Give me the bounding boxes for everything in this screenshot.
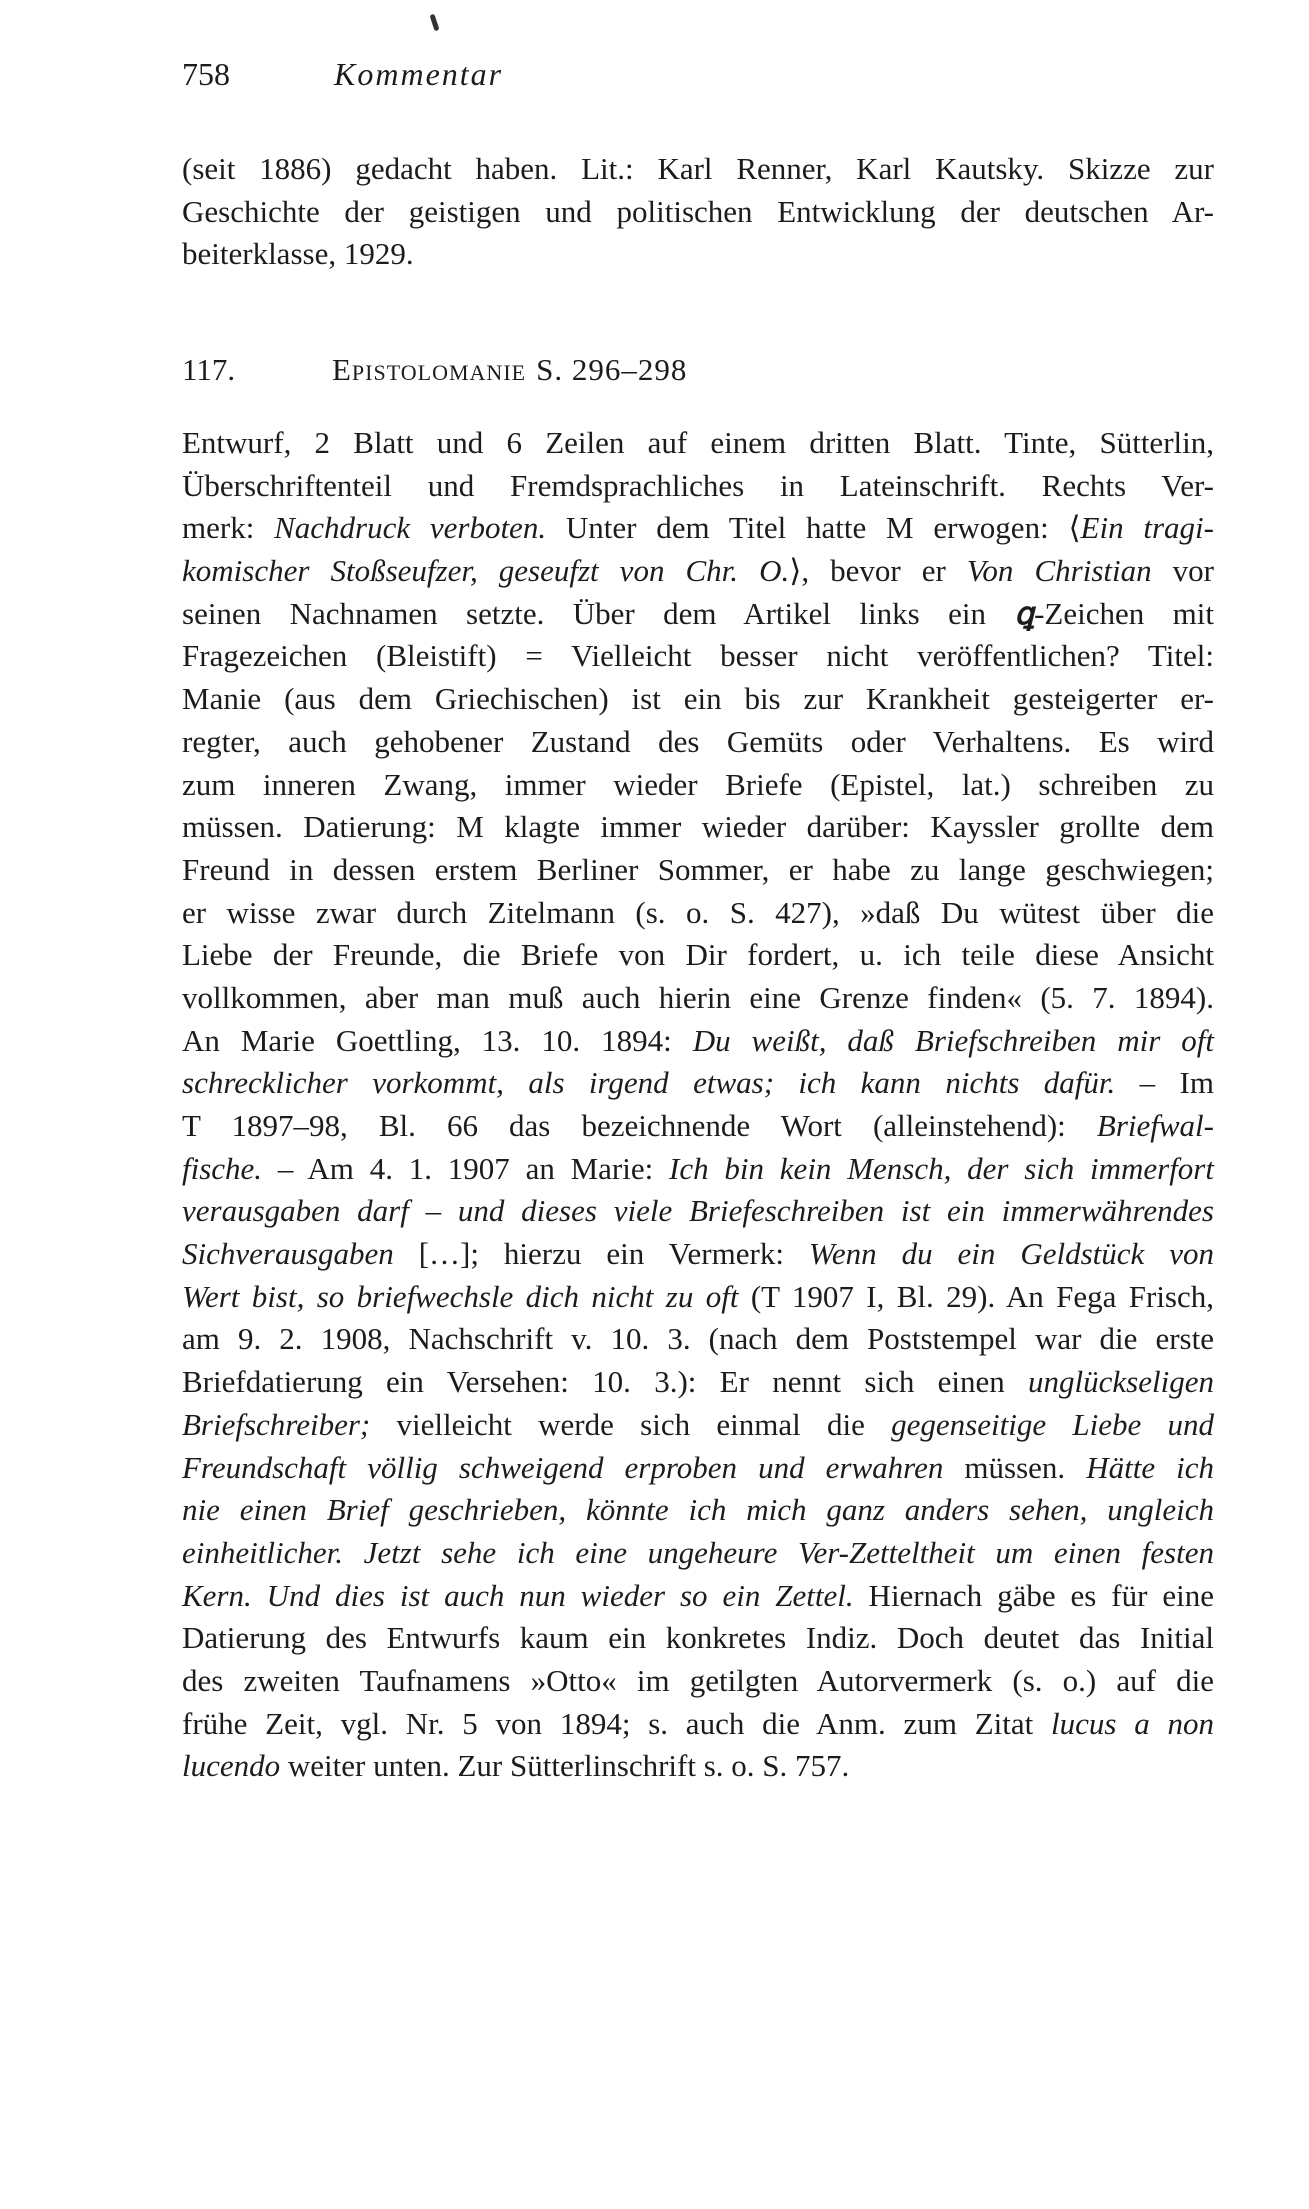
entry-title: Epistolomanie [332,352,527,387]
text-run: regter, auch gehobener Zustand des Gemüts oder Verhaltens. Es wird [182,723,1214,759]
italic-text: verausgaben darf – und dieses viele Briefeschreiben ist ein immerwährendes [182,1193,1214,1229]
text-run: er wisse zwar durch Zitelmann (s. o. S. 427), »daß Du wütest über die [182,894,1214,930]
text-line [182,148,1214,191]
italic-text: lucus a non [1051,1705,1214,1741]
italic-text: einheitlicher. Jetzt sehe ich eine ungeheure Ver-Zetteltheit um einen festen [182,1534,1214,1570]
italic-text: Ich bin kein Mensch, der sich immerfort [669,1150,1214,1186]
text-run: müssen. [943,1449,1087,1485]
text-line [182,1020,1214,1063]
text-run: Briefdatierung ein Versehen: 10. 3.): Er nennt sich einen [182,1364,1029,1400]
text-run: Liebe der Freunde, die Briefe von Dir fordert, u. ich teile diese Ansicht [182,937,1214,973]
text-line [182,465,1214,508]
text-line [182,593,1214,636]
italic-text: Freundschaft völlig schweigend erproben und erwahren [182,1449,944,1485]
text-line [182,678,1214,721]
text-line [182,233,1214,276]
text-line [182,422,1214,465]
text-run: Fragezeichen (Bleistift) = Vielleicht besser nicht veröffentlichen? Titel: [182,638,1214,674]
italic-text: Nachdruck verboten. [274,510,547,546]
italic-text: unglückseligen [1028,1364,1214,1400]
text-line [182,1276,1214,1319]
text-run: Datierung des Entwurfs kaum ein konkretes Indiz. Doch deutet das Initial [182,1620,1214,1656]
italic-text: Ein tragi- [1080,510,1214,546]
text-line [182,1361,1214,1404]
italic-text: Wert bist, so briefwechsle dich nicht zu oft [182,1278,739,1314]
italic-text: Von Christian [966,553,1152,589]
entry-pages: S. 296–298 [536,352,688,387]
text-line [182,1703,1214,1746]
italic-text: lucendo [182,1748,281,1784]
text-line [182,635,1214,678]
text-line [182,1532,1214,1575]
text-line [182,1447,1214,1490]
italic-text: Kern. Und dies ist auch nun wieder so ein Zettel. [182,1577,854,1613]
text-line [182,764,1214,807]
continuation-paragraph [182,148,1214,276]
italic-text: nie einen Brief geschrieben, könnte ich mich ganz anders sehen, ungleich [182,1492,1214,1528]
text-line [182,849,1214,892]
text-run: Hiernach gäbe es für eine [853,1577,1214,1613]
text-line [182,1190,1214,1233]
page-number: 758 [182,56,230,92]
text-run: des zweiten Taufnamens »Otto« im getilgten Autorvermerk (s. o.) auf die [182,1662,1214,1698]
text-run: – Am 4. 1. 1907 an Marie: [262,1150,670,1186]
text-run: […]; hierzu ein Vermerk: [393,1236,809,1272]
text-run: seinen Nachnamen setzte. Über dem Artikel links ein [182,595,1015,631]
italic-text: Wenn du ein Geldstück von [808,1236,1214,1272]
text-line [182,977,1214,1020]
text-line [182,934,1214,977]
text-run: merk: [182,510,275,546]
text-run: Unter dem Titel hatte M erwogen: ⟨ [546,510,1081,546]
text-run: – Im [1115,1065,1214,1101]
text-run: T 1897–98, Bl. 66 das bezeichnende Wort (alleinstehend): [182,1108,1097,1143]
text-run: Manie (aus dem Griechischen) ist ein bis zur Krankheit gesteigerter er- [182,681,1214,717]
text-line [182,1617,1214,1660]
text-run: Entwurf, 2 Blatt und 6 Zeilen auf einem dritten Blatt. Tinte, Sütterlin, [182,425,1214,460]
text-line [182,1745,1214,1788]
text-run: weiter unten. Zur Sütterlinschrift s. o. S. 757. [280,1748,850,1784]
text-line [182,1062,1214,1105]
running-title: Kommentar [334,56,504,92]
text-line [182,892,1214,935]
text-run: Geschichte der geistigen und politischen Entwicklung der deutschen Ar- [182,193,1214,229]
text-run: vor [1151,553,1214,589]
text-run: am 9. 2. 1908, Nachschrift v. 10. 3. (nach dem Poststempel war die erste [182,1321,1214,1357]
entry-number: 117. [182,352,236,387]
text-line [182,1318,1214,1361]
text-run: An Marie Goettling, 13. 10. 1894: [182,1022,693,1058]
italic-text: fische. [182,1150,263,1186]
entry-commentary [182,422,1214,1788]
text-line [182,1575,1214,1618]
text-line [182,1404,1214,1447]
text-run: beiterklasse, 1929. [182,236,414,272]
text-run: Überschriftenteil und Fremdsprachliches in Lateinschrift. Rechts Ver- [182,467,1214,503]
text-line [182,1660,1214,1703]
text-line [182,1148,1214,1191]
entry-title-wrap [332,352,687,388]
italic-text: Briefwal- [1096,1108,1214,1143]
text-line [182,721,1214,764]
italic-text: Du weißt, daß Briefschreiben mir oft [692,1022,1214,1058]
text-line [182,1233,1214,1276]
text-run: müssen. Datierung: M klagte immer wieder darüber: Kayssler grollte dem [182,809,1214,845]
text-line [182,507,1214,550]
italic-text: schrecklicher vorkommt, als irgend etwas; ich kann nichts dafür. [182,1065,1116,1101]
text-line [182,550,1214,593]
text-run: ⟩, bevor er [789,553,967,589]
text-run: zum inneren Zwang, immer wieder Briefe (Epistel, lat.) schreiben zu [182,766,1214,802]
text-line [182,191,1214,234]
italic-text: gegenseitige Liebe und [891,1406,1214,1442]
text-line [182,1105,1214,1148]
text-run: -Zeichen mit [1034,595,1214,631]
scan-mark [429,14,439,32]
text-line [182,806,1214,849]
text-run: Freund in dessen erstem Berliner Sommer, er habe zu lange geschwiegen; [182,851,1214,887]
italic-text: Briefschreiber; [182,1406,371,1442]
text-run: vielleicht werde sich einmal die [370,1406,892,1442]
text-run: frühe Zeit, vgl. Nr. 5 von 1894; s. auch die Anm. zum Zitat [182,1705,1052,1741]
text-line [182,1489,1214,1532]
italic-text: Sichverausgaben [182,1236,394,1272]
text-run: (seit 1886) gedacht haben. Lit.: Karl Renner, Karl Kautsky. Skizze zur [182,151,1214,186]
text-run: (T 1907 I, Bl. 29). An Fega Frisch, [738,1278,1214,1314]
italic-text: Hätte ich [1086,1449,1215,1485]
italic-text: komischer Stoßseufzer, geseufzt von Chr. O. [182,553,790,589]
text-run: vollkommen, aber man muß auch hierin eine Grenze finden« (5. 7. 1894). [182,979,1214,1015]
deletion-sign-icon: ꝗ [1014,595,1035,631]
